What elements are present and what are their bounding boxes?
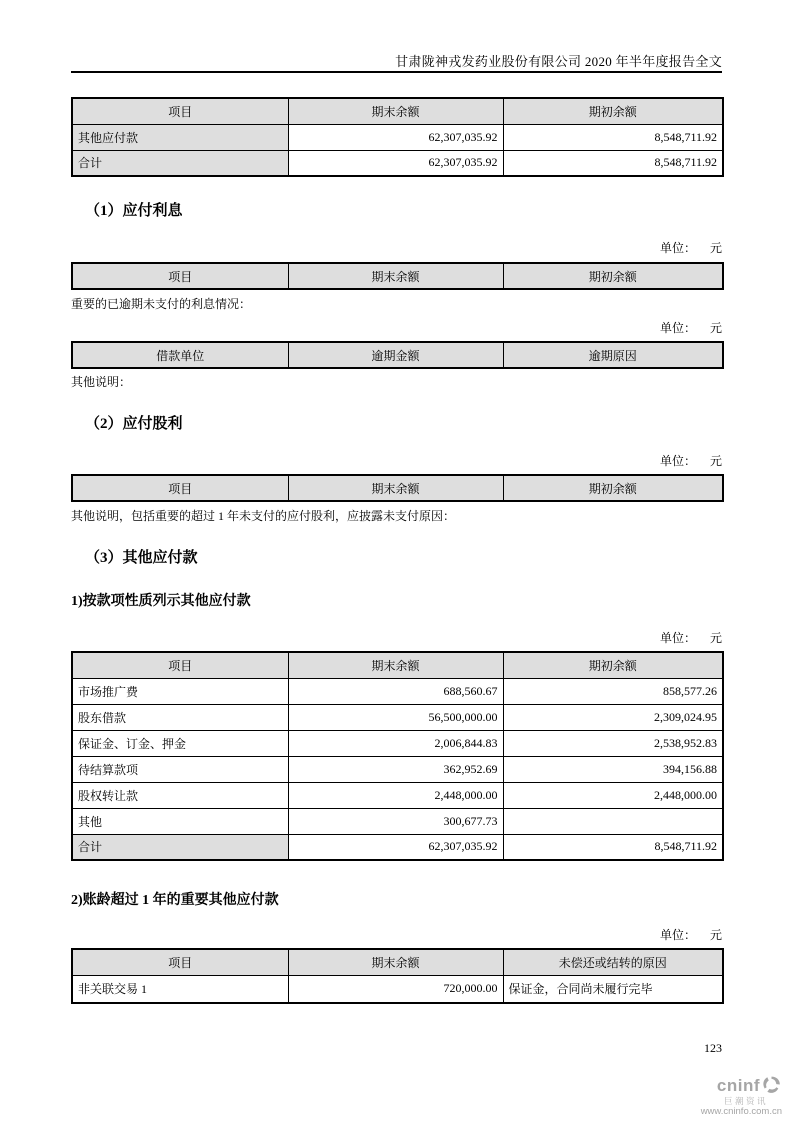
col-header-end-balance: 期末余额: [288, 949, 503, 975]
table-row: [72, 678, 723, 704]
dividend-table: [71, 474, 724, 502]
section-title-interest-payable: （1）应付利息: [85, 203, 183, 219]
cell-item: 市场推广费: [72, 678, 288, 704]
cell-item: 其他: [72, 808, 288, 834]
subsection-title-by-nature: 1)按款项性质列示其他应付款: [71, 594, 251, 609]
table-header-row: [72, 342, 723, 368]
cell-item: 股东借款: [72, 704, 288, 730]
unit-line: [660, 629, 722, 646]
cell-item: 非关联交易 1: [72, 975, 288, 1003]
cell-end-balance: 62,307,035.92: [288, 834, 503, 860]
cell-begin-balance: 2,448,000.00: [503, 782, 723, 808]
cell-begin-balance: 2,309,024.95: [503, 704, 723, 730]
cell-begin-balance: 8,548,711.92: [503, 124, 723, 150]
cell-end-balance: 2,006,844.83: [288, 730, 503, 756]
cell-item: 其他应付款: [72, 124, 288, 150]
col-header-begin-balance: 期初余额: [503, 263, 723, 289]
table-row: [72, 704, 723, 730]
cell-begin-balance: 2,538,952.83: [503, 730, 723, 756]
table-row-total: [72, 834, 723, 860]
section-title-other-payables: （3）其他应付款: [85, 550, 198, 566]
unit-label: 单位：: [659, 454, 696, 468]
col-header-item: 项目: [72, 652, 288, 678]
cell-reason: 保证金，合同尚未履行完毕: [503, 975, 723, 1003]
col-header-borrower: 借款单位: [72, 342, 288, 368]
cell-item: 合计: [72, 150, 288, 176]
overdue-interest-table: [71, 341, 724, 369]
table-row: [72, 730, 723, 756]
subsection-title-aging: 2)账龄超过 1 年的重要其他应付款: [71, 893, 279, 908]
table-row-total: [72, 150, 723, 176]
table-header-row: [72, 98, 723, 124]
unit-line: [660, 239, 722, 256]
note-other-explanation: 其他说明：: [71, 375, 132, 389]
cninfo-logo-url: www.cninfo.com.cn: [700, 1105, 782, 1117]
aging-table: [71, 948, 724, 1004]
cninfo-logo: [701, 1074, 782, 1117]
unit-value: 元: [709, 241, 722, 255]
summary-table: [71, 97, 724, 177]
col-header-end-balance: 期末余额: [288, 98, 503, 124]
cell-begin-balance: 858,577.26: [503, 678, 723, 704]
col-header-overdue-amount: 逾期金额: [288, 342, 503, 368]
cell-end-balance: 720,000.00: [288, 975, 503, 1003]
cninfo-logo-text: cninf: [716, 1076, 760, 1096]
table-header-row: [72, 263, 723, 289]
unit-label: 单位：: [659, 928, 696, 942]
unit-label: 单位：: [659, 321, 696, 335]
by-nature-table: [71, 651, 724, 861]
col-header-reason: 未偿还或结转的原因: [503, 949, 723, 975]
unit-line: [660, 926, 722, 943]
header-divider: [71, 71, 722, 73]
cell-item: 股权转让款: [72, 782, 288, 808]
table-row: [72, 808, 723, 834]
note-overdue-interest: 重要的已逾期未支付的利息情况：: [71, 297, 252, 311]
cell-begin-balance: 394,156.88: [503, 756, 723, 782]
col-header-end-balance: 期末余额: [288, 652, 503, 678]
col-header-item: 项目: [72, 263, 288, 289]
unit-value: 元: [709, 454, 722, 468]
unit-value: 元: [709, 321, 722, 335]
cell-end-balance: 62,307,035.92: [288, 124, 503, 150]
cell-end-balance: 362,952.69: [288, 756, 503, 782]
col-header-item: 项目: [72, 98, 288, 124]
cell-begin-balance: 8,548,711.92: [503, 834, 723, 860]
cell-item: 待结算款项: [72, 756, 288, 782]
cninfo-logo-subtitle: 巨潮资讯: [723, 1095, 768, 1106]
table-header-row: [72, 949, 723, 975]
cell-begin-balance: [503, 808, 723, 834]
col-header-item: 项目: [72, 949, 288, 975]
col-header-end-balance: 期末余额: [288, 263, 503, 289]
table-row: [72, 975, 723, 1003]
col-header-overdue-reason: 逾期原因: [503, 342, 723, 368]
unit-label: 单位：: [659, 631, 696, 645]
cell-end-balance: 56,500,000.00: [288, 704, 503, 730]
col-header-begin-balance: 期初余额: [503, 98, 723, 124]
unit-value: 元: [709, 928, 722, 942]
note-dividend-explanation: 其他说明，包括重要的超过 1 年未支付的应付股利，应披露未支付原因：: [71, 509, 456, 523]
page-number: 123: [704, 1041, 722, 1055]
cell-end-balance: 62,307,035.92: [288, 150, 503, 176]
unit-value: 元: [709, 631, 722, 645]
document-header-title: 甘肃陇神戎发药业股份有限公司 2020 年半年度报告全文: [395, 54, 722, 69]
table-header-row: [72, 475, 723, 501]
cell-end-balance: 2,448,000.00: [288, 782, 503, 808]
cell-begin-balance: 8,548,711.92: [503, 150, 723, 176]
unit-line: [660, 319, 722, 336]
cell-end-balance: 300,677.73: [288, 808, 503, 834]
col-header-item: 项目: [72, 475, 288, 501]
table-row: [72, 124, 723, 150]
cell-item: 保证金、订金、押金: [72, 730, 288, 756]
unit-line: [660, 452, 722, 469]
col-header-begin-balance: 期初余额: [503, 475, 723, 501]
col-header-begin-balance: 期初余额: [503, 652, 723, 678]
table-row: [72, 756, 723, 782]
cell-end-balance: 688,560.67: [288, 678, 503, 704]
section-title-dividends-payable: （2）应付股利: [85, 416, 183, 432]
interest-table: [71, 262, 724, 290]
table-header-row: [72, 652, 723, 678]
unit-label: 单位：: [659, 241, 696, 255]
col-header-end-balance: 期末余额: [288, 475, 503, 501]
cell-item: 合计: [72, 834, 288, 860]
table-row: [72, 782, 723, 808]
